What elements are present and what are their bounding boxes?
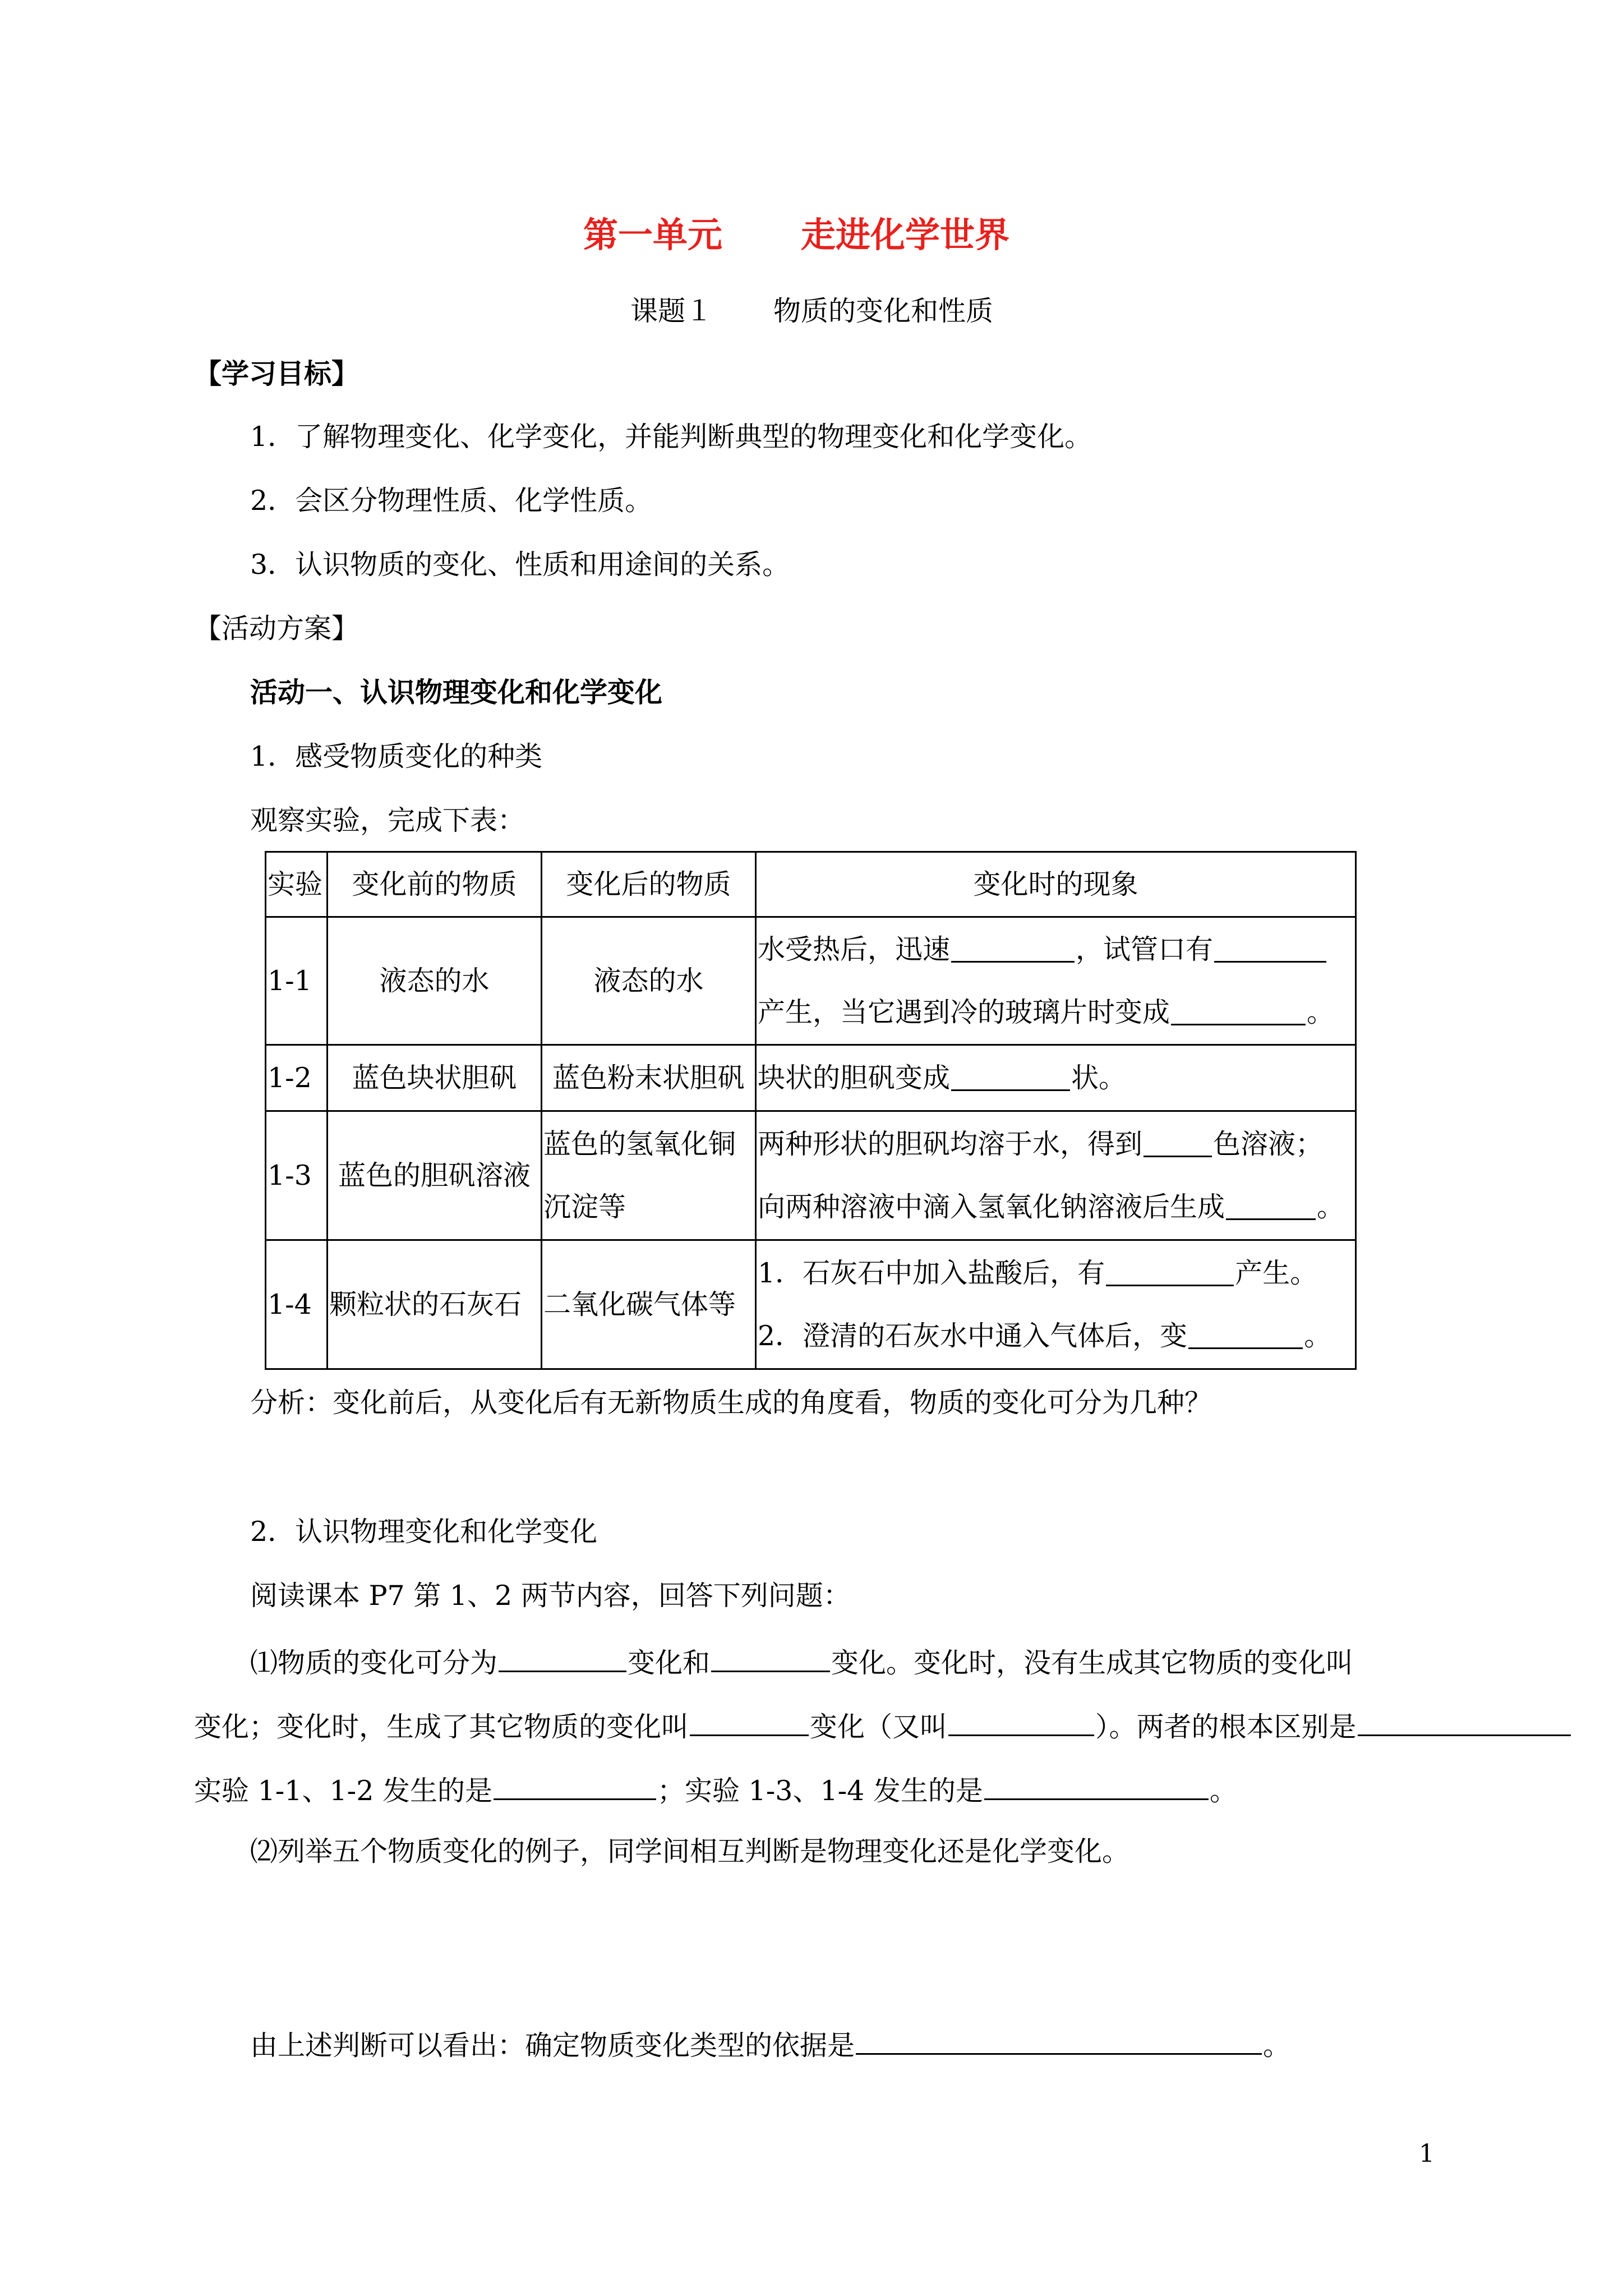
experiment-id: 1-4 xyxy=(266,1240,328,1369)
table-header-row xyxy=(266,852,1356,917)
unit-number: 第一单元 xyxy=(583,214,723,255)
substance-after: 二氧化碳气体等 xyxy=(542,1240,756,1369)
answer-blank[interactable] xyxy=(690,1710,809,1736)
substance-after: 蓝色的氢氧化铜 沉淀等 xyxy=(542,1111,756,1240)
table-row xyxy=(266,1240,1356,1369)
answer-blank[interactable] xyxy=(1214,936,1326,963)
substance-before: 液态的水 xyxy=(328,917,542,1045)
substance-after: 液态的水 xyxy=(542,917,756,1045)
table-row xyxy=(266,1045,1356,1111)
goals-heading: 【学习目标】 xyxy=(194,357,359,390)
conclusion: 由上述判断可以看出：确定物质变化类型的依据是 。 xyxy=(250,2030,1291,2062)
unit-title: 走进化学世界 xyxy=(801,214,1010,255)
answer-blank[interactable] xyxy=(499,1646,626,1672)
question-1-line-1: ⑴物质的变化可分为 变化和 变化。变化时，没有生成其它物质的变化叫 xyxy=(250,1647,1354,1679)
section-heading: 1．感受物质变化的种类 xyxy=(250,740,543,772)
answer-blank[interactable] xyxy=(1106,1260,1234,1286)
answer-blank[interactable] xyxy=(1226,1194,1316,1220)
header-cell: 变化前的物质 xyxy=(328,852,542,917)
substance-after: 蓝色粉末状胆矾 xyxy=(542,1045,756,1111)
experiment-table xyxy=(265,851,1357,1370)
section-heading: 2．认识物理变化和化学变化 xyxy=(250,1516,598,1548)
phenomenon-cell: 两种形状的胆矾均溶于水，得到 色溶液； 向两种溶液中滴入氢氧化钠溶液后生成 。 xyxy=(756,1111,1356,1240)
question-1-line-3: 实验 1-1、1-2 发生的是 ；实验 1-3、1-4 发生的是 。 xyxy=(194,1775,1237,1807)
phenomenon-cell: 1．石灰石中加入盐酸后，有 产生。 2．澄清的石灰水中通入气体后，变 。 xyxy=(756,1240,1356,1369)
phenomenon-cell: 块状的胆矾变成 状。 xyxy=(756,1045,1356,1111)
substance-before: 蓝色块状胆矾 xyxy=(328,1045,542,1111)
experiment-id: 1-3 xyxy=(266,1111,328,1240)
answer-blank[interactable] xyxy=(1144,1131,1212,1157)
header-cell: 变化后的物质 xyxy=(542,852,756,917)
lesson-number: 课题１ xyxy=(630,295,713,327)
answer-blank[interactable] xyxy=(984,1774,1209,1800)
activity-title: 活动一、认识物理变化和化学变化 xyxy=(250,676,663,708)
answer-blank[interactable] xyxy=(951,1065,1070,1091)
answer-blank[interactable] xyxy=(1171,999,1306,1025)
answer-blank[interactable] xyxy=(951,936,1075,963)
question-1-line-2: 变化；变化时，生成了其它物质的变化叫 变化（又叫 ）。两者的根本区别是 xyxy=(194,1710,1572,1741)
unit-heading xyxy=(583,214,1010,255)
answer-blank[interactable] xyxy=(948,1710,1094,1736)
lesson-heading xyxy=(630,297,993,325)
experiment-id: 1-1 xyxy=(266,917,328,1045)
answer-blank[interactable] xyxy=(1188,1323,1303,1349)
plan-heading: 【活动方案】 xyxy=(194,613,359,645)
goal-item: 1．了解物理变化、化学变化，并能判断典型的物理变化和化学变化。 xyxy=(250,421,1092,453)
answer-blank[interactable] xyxy=(711,1646,830,1672)
analysis-question: 分析：变化前后，从变化后有无新物质生成的角度看，物质的变化可分为几种？ xyxy=(250,1387,1212,1419)
header-cell: 实验 xyxy=(266,852,328,917)
table-row xyxy=(266,917,1356,1045)
substance-before: 颗粒状的石灰石 xyxy=(328,1240,542,1369)
page-number: 1 xyxy=(1419,2139,1435,2168)
goal-item: 3．认识物质的变化、性质和用途间的关系。 xyxy=(250,549,790,581)
answer-blank[interactable] xyxy=(1358,1710,1571,1736)
table-instruction: 观察实验，完成下表： xyxy=(250,804,525,836)
experiment-id: 1-2 xyxy=(266,1045,328,1111)
table-row xyxy=(266,1111,1356,1240)
question-2: ⑵列举五个物质变化的例子，同学间相互判断是物理变化还是化学变化。 xyxy=(250,1835,1130,1867)
lesson-title: 物质的变化和性质 xyxy=(773,295,994,327)
substance-before: 蓝色的胆矾溶液 xyxy=(328,1111,542,1240)
phenomenon-cell: 水受热后，迅速 ，试管口有 产生，当它遇到冷的玻璃片时变成 。 xyxy=(756,917,1356,1045)
header-cell: 变化时的现象 xyxy=(756,852,1356,917)
goal-item: 2．会区分物理性质、化学性质。 xyxy=(250,485,653,517)
answer-blank[interactable] xyxy=(856,2028,1262,2055)
reading-instruction: 阅读课本 P7 第 1、2 两节内容，回答下列问题： xyxy=(250,1580,851,1612)
answer-blank[interactable] xyxy=(494,1774,656,1800)
